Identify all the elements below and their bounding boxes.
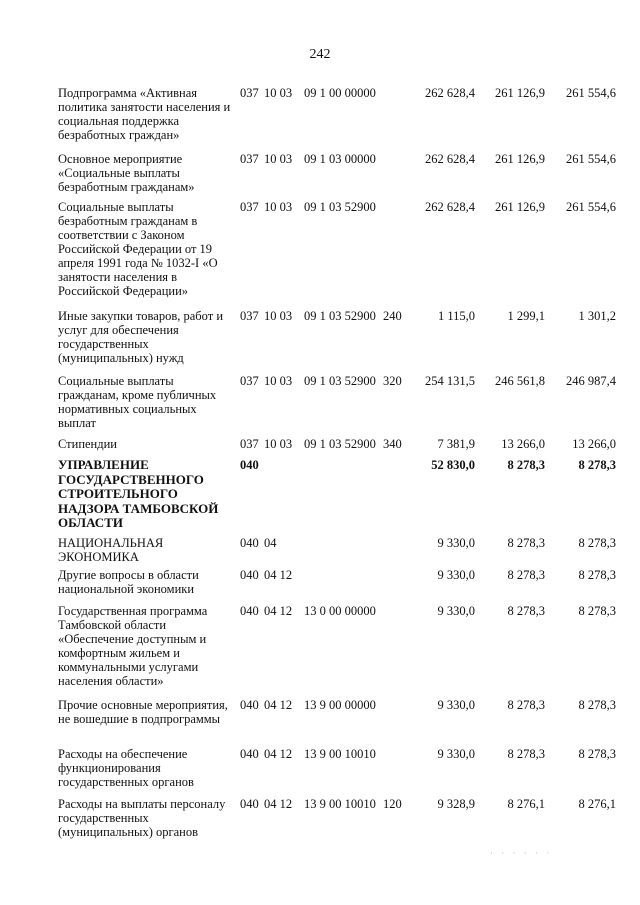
row-name: Подпрограмма «Активная политика занятости населения и социальная поддержка безработных граждан» <box>58 86 231 142</box>
ved-code: 040 <box>240 747 259 761</box>
section-code: 04 12 <box>264 604 293 618</box>
value-year-2: 1 299,1 <box>507 309 545 323</box>
value-year-2: 246 561,8 <box>495 374 545 388</box>
value-year-2: 8 276,1 <box>507 797 545 811</box>
ved-code: 037 <box>240 309 259 323</box>
ved-code: 040 <box>240 797 259 811</box>
expense-type-code: 320 <box>383 374 402 388</box>
row-name: УПРАВЛЕНИЕ ГОСУДАРСТВЕННОГО СТРОИТЕЛЬНОГО НАДЗОРА ТАМБОВСКОЙ ОБЛАСТИ <box>58 457 219 530</box>
value-year-1: 9 330,0 <box>437 536 475 550</box>
ved-code: 037 <box>240 152 259 166</box>
value-year-2: 8 278,3 <box>507 568 545 582</box>
value-year-3: 261 554,6 <box>566 200 616 214</box>
row-name: Государственная программа Тамбовской области «Обеспечение доступным и комфортным жильем и коммунальными услугами населения области» <box>58 604 208 688</box>
ved-code: 040 <box>240 458 259 472</box>
value-year-3: 8 278,3 <box>578 698 616 712</box>
expense-type-code: 120 <box>383 797 402 811</box>
value-year-2: 8 278,3 <box>507 698 545 712</box>
section-code: 04 12 <box>264 568 293 582</box>
value-year-3: 8 278,3 <box>578 747 616 761</box>
value-year-2: 8 278,3 <box>507 747 545 761</box>
value-year-3: 261 554,6 <box>566 86 616 100</box>
value-year-3: 8 278,3 <box>578 536 616 550</box>
value-year-2: 8 278,3 <box>507 604 545 618</box>
section-code: 10 03 <box>264 374 293 388</box>
target-code: 13 9 00 10010 <box>304 747 376 761</box>
ved-code: 037 <box>240 200 259 214</box>
value-year-3: 13 266,0 <box>572 437 616 451</box>
value-year-3: 8 278,3 <box>578 568 616 582</box>
row-name: НАЦИОНАЛЬНАЯ ЭКОНОМИКА <box>58 536 164 564</box>
target-code: 09 1 00 00000 <box>304 86 376 100</box>
value-year-2: 261 126,9 <box>495 200 545 214</box>
value-year-2: 261 126,9 <box>495 152 545 166</box>
row-name: Иные закупки товаров, работ и услуг для обеспечения государственных (муниципальных) нужд <box>58 309 224 365</box>
value-year-1: 1 115,0 <box>437 309 475 323</box>
value-year-1: 9 328,9 <box>437 797 475 811</box>
ved-code: 040 <box>240 568 259 582</box>
ved-code: 037 <box>240 86 259 100</box>
value-year-1: 9 330,0 <box>437 568 475 582</box>
target-code: 09 1 03 00000 <box>304 152 376 166</box>
row-name: Другие вопросы в области национальной экономики <box>58 568 199 596</box>
section-code: 04 <box>264 536 277 550</box>
value-year-1: 9 330,0 <box>437 747 475 761</box>
expense-type-code: 240 <box>383 309 402 323</box>
value-year-1: 9 330,0 <box>437 698 475 712</box>
row-name: Расходы на обеспечение функционирования государственных органов <box>58 747 194 789</box>
value-year-3: 1 301,2 <box>578 309 616 323</box>
target-code: 13 9 00 10010 <box>304 797 376 811</box>
row-name: Прочие основные мероприятия, не вошедшие в подпрограммы <box>58 698 228 726</box>
value-year-2: 8 278,3 <box>507 458 545 472</box>
value-year-2: 261 126,9 <box>495 86 545 100</box>
target-code: 13 0 00 00000 <box>304 604 376 618</box>
page-number: 242 <box>309 47 331 62</box>
section-code: 04 12 <box>264 747 293 761</box>
value-year-1: 52 830,0 <box>431 458 475 472</box>
value-year-1: 262 628,4 <box>425 86 475 100</box>
value-year-1: 262 628,4 <box>425 152 475 166</box>
expense-type-code: 340 <box>383 437 402 451</box>
row-name: Расходы на выплаты персоналу государственных (муниципальных) органов <box>58 797 226 839</box>
section-code: 10 03 <box>264 200 293 214</box>
value-year-2: 8 278,3 <box>507 536 545 550</box>
ved-code: 040 <box>240 698 259 712</box>
value-year-1: 9 330,0 <box>437 604 475 618</box>
row-name: Основное мероприятие «Социальные выплаты безработным гражданам» <box>58 152 195 194</box>
target-code: 13 9 00 00000 <box>304 698 376 712</box>
target-code: 09 1 03 52900 <box>304 200 376 214</box>
value-year-3: 261 554,6 <box>566 152 616 166</box>
section-code: 10 03 <box>264 86 293 100</box>
scan-artifact: · · · · · · <box>490 848 553 858</box>
target-code: 09 1 03 52900 <box>304 437 376 451</box>
section-code: 04 12 <box>264 698 293 712</box>
row-name: Социальные выплаты гражданам, кроме публичных нормативных социальных выплат <box>58 374 217 430</box>
target-code: 09 1 03 52900 <box>304 309 376 323</box>
row-name: Социальные выплаты безработным гражданам в соответствии с Законом Российской Федерации от 19 апреля 1991 года № 1032-I «О занятости населения в Российской Федерации» <box>58 200 218 298</box>
value-year-3: 8 276,1 <box>578 797 616 811</box>
section-code: 10 03 <box>264 437 293 451</box>
ved-code: 037 <box>240 437 259 451</box>
section-code: 04 12 <box>264 797 293 811</box>
ved-code: 040 <box>240 604 259 618</box>
value-year-1: 262 628,4 <box>425 200 475 214</box>
value-year-1: 254 131,5 <box>425 374 475 388</box>
target-code: 09 1 03 52900 <box>304 374 376 388</box>
section-code: 10 03 <box>264 309 293 323</box>
row-name: Стипендии <box>58 437 117 451</box>
ved-code: 040 <box>240 536 259 550</box>
ved-code: 037 <box>240 374 259 388</box>
section-code: 10 03 <box>264 152 293 166</box>
value-year-3: 8 278,3 <box>578 604 616 618</box>
value-year-3: 246 987,4 <box>566 374 616 388</box>
value-year-3: 8 278,3 <box>578 458 616 472</box>
value-year-1: 7 381,9 <box>437 437 475 451</box>
value-year-2: 13 266,0 <box>501 437 545 451</box>
